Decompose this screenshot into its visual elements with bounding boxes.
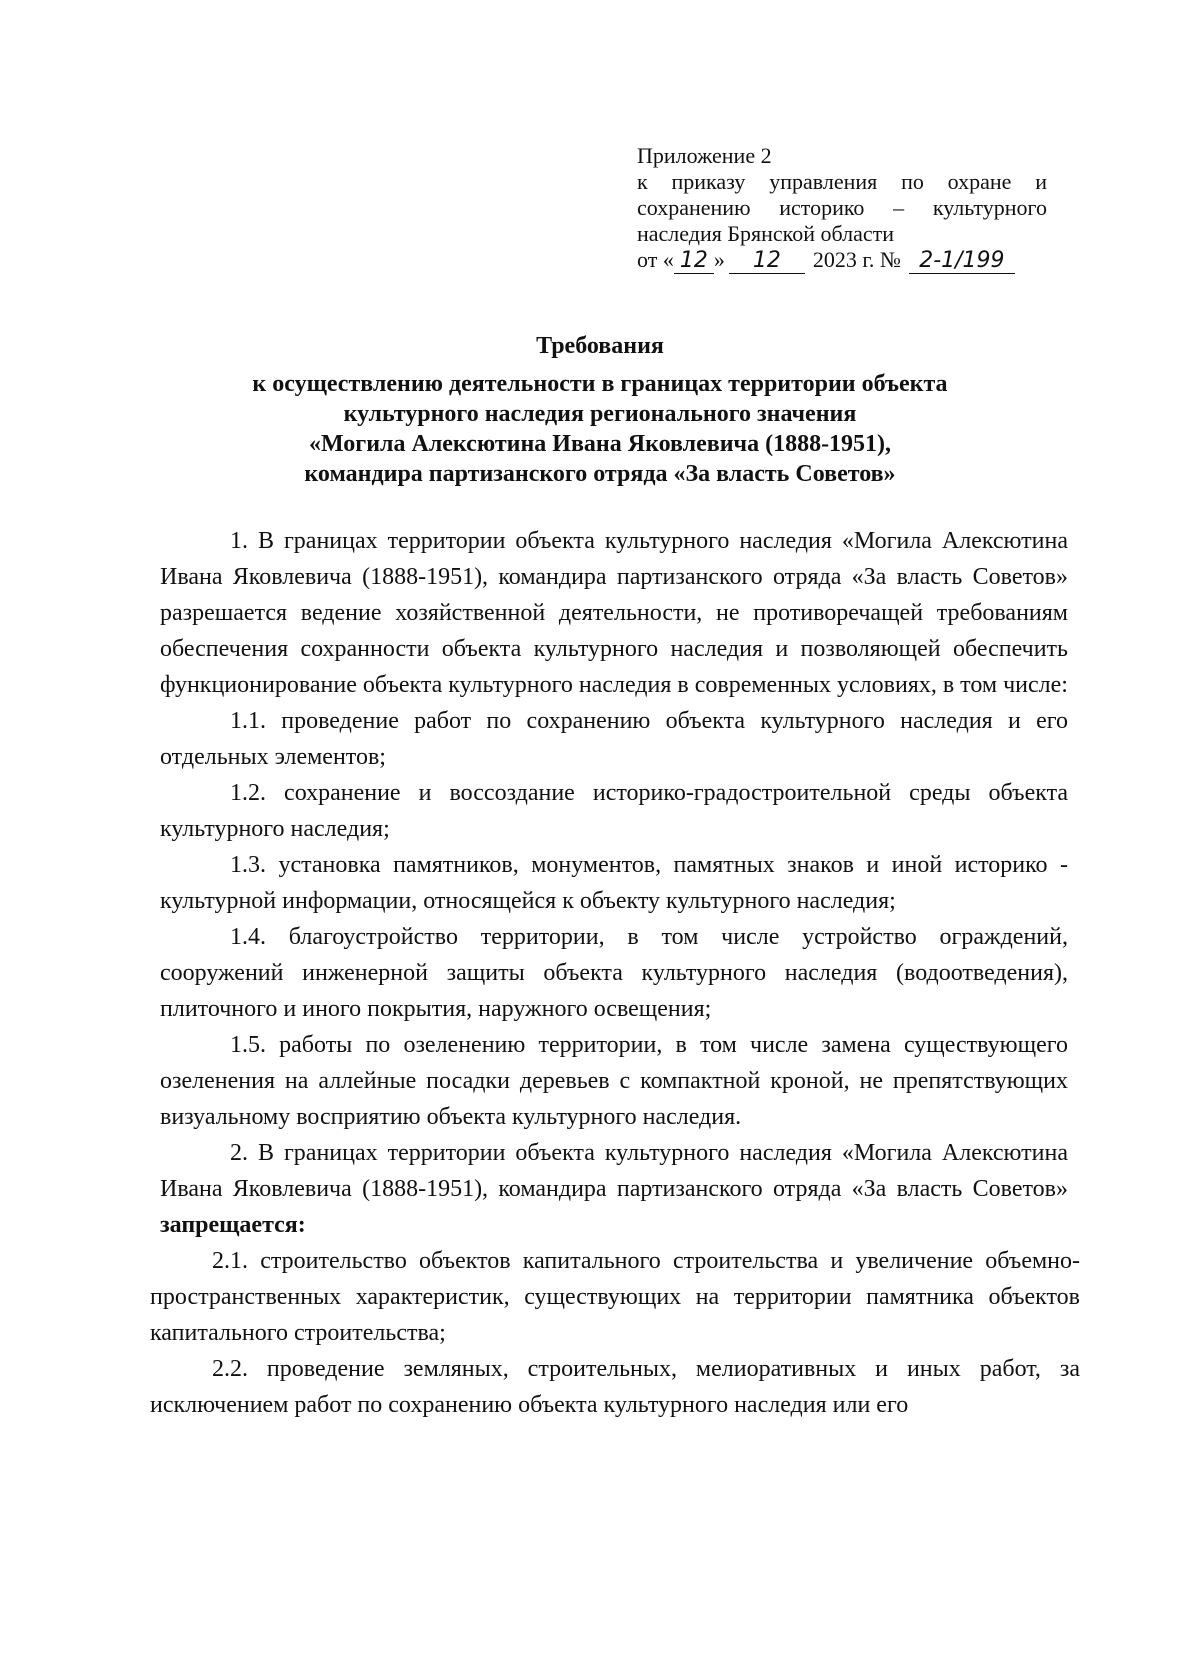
title-line-3: «Могила Алексютина Ивана Яковлевича (1888-1951), [308,431,892,457]
paragraph-2-2: 2.2. проведение земляных, строительных, мелиоративных и иных работ, за исключением работ по сохранению объекта культурного наследия или его [150,1356,1080,1418]
date-mid: » [713,247,725,272]
paragraph-1-4: 1.4. благоустройство территории, в том числе устройство ограждений, сооружений инженерной защиты объекта культурного наследия (водоотведения), плиточного и иного покрытия, наружного освещения; [160,924,1068,1022]
appendix-order-line-3: наследия Брянской области [637,221,895,246]
handwritten-month: 12 [729,249,805,274]
title-line-4: командира партизанского отряда «За власть Советов» [304,461,896,487]
appendix-header [637,143,1047,274]
title-line-1: к осуществлению деятельности в границах территории объекта [252,371,948,397]
appendix-order-line-1: к приказу управления по охране и [637,169,1047,194]
paragraph-1-5: 1.5. работы по озеленению территории, в том числе замена существующего озеленения на аллейные посадки деревьев с компактной кроной, не препятствующих визуальному восприятию объекта культурного наследия. [160,1032,1068,1130]
paragraph-1-2: 1.2. сохранение и воссоздание историко-градостроительной среды объекта культурного наследия; [160,780,1068,842]
paragraph-2-1: 2.1. строительство объектов капитального строительства и увеличение объемно-пространственных характеристик, существующих на территории памятника объектов капитального строительства; [150,1248,1080,1346]
title-main: Требования [536,333,664,359]
paragraph-2-prohibited: запрещается: [160,1212,306,1238]
paragraph-1: 1. В границах территории объекта культурного наследия «Могила Алексютина Ивана Яковлевича (1888-1951), командира партизанского отряда «За власть Советов» разрешается ведение хозяйственной деятельности, не противоречащей требованиям обеспечения сохранности объекта культурного наследия и позволяющей обеспечить функционирование объекта культурного наследия в современных условиях, в том числе: [160,528,1068,698]
date-year: 2023 г. № [812,247,901,272]
appendix-date-line [637,247,1047,274]
title-line-2: культурного наследия регионального значения [343,401,857,427]
document-title [150,331,1050,489]
paragraph-1-3: 1.3. установка памятников, монументов, памятных знаков и иной историко - культурной информации, относящейся к объекту культурного наследия; [160,852,1068,914]
handwritten-order-number: 2-1/199 [909,249,1015,274]
paragraph-2 [160,1135,1068,1243]
paragraph-2-text: 2. В границах территории объекта культурного наследия «Могила Алексютина Ивана Яковлевича (1888-1951), командира партизанского отряда «За власть Советов» [160,1140,1068,1202]
paragraph-1-1: 1.1. проведение работ по сохранению объекта культурного наследия и его отдельных элементов; [160,708,1068,770]
document-body [150,523,1080,1423]
date-prefix: от « [637,247,674,272]
appendix-label: Приложение 2 [637,143,772,168]
handwritten-day: 12 [674,249,714,274]
appendix-order-line-2: сохранению историко – культурного [637,195,1047,220]
